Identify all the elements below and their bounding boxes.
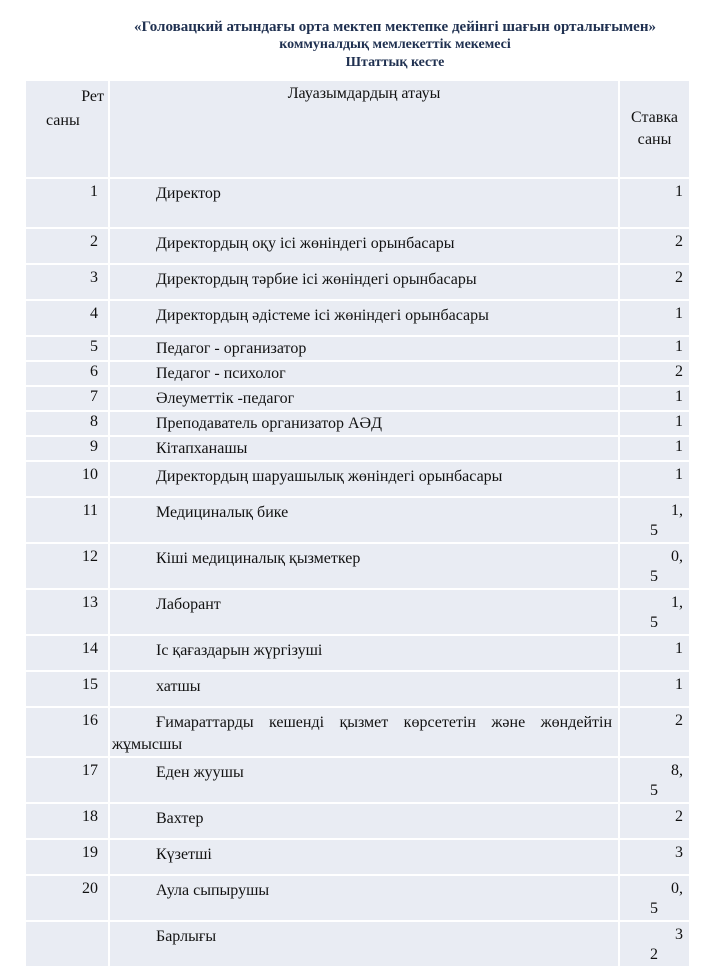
row-number: 19 <box>25 839 109 875</box>
total-row <box>25 921 690 967</box>
row-number: 6 <box>25 361 109 386</box>
row-number: 9 <box>25 436 109 461</box>
rate-part: 5 <box>650 782 658 799</box>
row-number: 17 <box>25 757 109 803</box>
rate-part: 0, <box>671 880 683 897</box>
row-rate: 2 <box>619 361 690 386</box>
row-position: Вахтер <box>109 803 619 839</box>
table-header-row <box>25 80 690 178</box>
table-row <box>25 461 690 497</box>
row-number: 12 <box>25 543 109 589</box>
rate-part: 1, <box>671 594 683 611</box>
school-name: «Головацкий атындағы орта мектеп мектепке дейінгі шағын орталығымен» <box>134 19 656 35</box>
row-rate: 1 <box>619 336 690 361</box>
row-number: 15 <box>25 671 109 707</box>
row-rate <box>619 757 690 803</box>
row-position: Аула сыпырушы <box>109 875 619 921</box>
row-position: Педагог - организатор <box>109 336 619 361</box>
table-row <box>25 635 690 671</box>
row-number: 5 <box>25 336 109 361</box>
table-row <box>25 757 690 803</box>
row-rate: 1 <box>619 386 690 411</box>
rate-part: 5 <box>650 614 658 631</box>
row-position: Директордың шаруашылық жөніндегі орынбасары <box>109 461 619 497</box>
rate-part: 5 <box>650 900 658 917</box>
table-row <box>25 497 690 543</box>
row-position: Директор <box>109 178 619 228</box>
row-number: 10 <box>25 461 109 497</box>
rate-part: 1, <box>671 502 683 519</box>
row-number: 11 <box>25 497 109 543</box>
row-position: Еден жуушы <box>109 757 619 803</box>
table-row <box>25 707 690 757</box>
table-row <box>25 589 690 635</box>
row-rate: 1 <box>619 436 690 461</box>
row-rate <box>619 589 690 635</box>
row-position: Директордың тәрбие ісі жөніндегі орынбасары <box>109 264 619 300</box>
row-rate: 2 <box>619 228 690 264</box>
table-row <box>25 543 690 589</box>
document-title: Штаттық кесте <box>345 55 445 70</box>
table-row <box>25 411 690 436</box>
rate-part: 5 <box>650 522 658 539</box>
row-position: хатшы <box>109 671 619 707</box>
institution-type: коммуналдық мемлекеттік мекемесі <box>279 37 511 52</box>
table-row <box>25 336 690 361</box>
total-number <box>25 921 109 967</box>
total-label: Барлығы <box>109 921 619 967</box>
row-position: Кіші медициналық қызметкер <box>109 543 619 589</box>
table-row <box>25 361 690 386</box>
header-number <box>25 80 109 178</box>
header-rate-line1: Ставка <box>631 109 678 126</box>
row-position: Медициналық бике <box>109 497 619 543</box>
row-position: Ғимараттарды кешенді қызмет көрсететін және жөндейтін жұмысшы <box>109 707 619 757</box>
row-rate: 1 <box>619 671 690 707</box>
row-rate: 3 <box>619 839 690 875</box>
row-position: Лаборант <box>109 589 619 635</box>
row-rate <box>619 543 690 589</box>
row-position: Педагог - психолог <box>109 361 619 386</box>
row-number: 7 <box>25 386 109 411</box>
total-rate <box>619 921 690 967</box>
row-rate: 1 <box>619 300 690 336</box>
row-rate <box>619 497 690 543</box>
table-row <box>25 264 690 300</box>
header-position: Лауазымдардың атауы <box>109 80 619 178</box>
row-position: Преподаватель организатор АӘД <box>109 411 619 436</box>
rate-part: 2 <box>650 946 658 963</box>
row-rate <box>619 875 690 921</box>
row-rate: 2 <box>619 264 690 300</box>
row-number: 3 <box>25 264 109 300</box>
header-number-line1: Рет <box>81 88 104 105</box>
row-position: Директордың әдістеме ісі жөніндегі орынбасары <box>109 300 619 336</box>
row-position: Әлеуметтік -педагог <box>109 386 619 411</box>
row-rate: 1 <box>619 461 690 497</box>
document-header <box>0 18 720 72</box>
table-row <box>25 178 690 228</box>
row-number: 13 <box>25 589 109 635</box>
table-row <box>25 300 690 336</box>
row-rate: 1 <box>619 178 690 228</box>
table-row <box>25 228 690 264</box>
rate-part: 8, <box>671 762 683 779</box>
staffing-table <box>24 79 691 968</box>
rate-part: 5 <box>650 568 658 585</box>
row-rate: 1 <box>619 411 690 436</box>
header-rate-line2: саны <box>637 131 672 148</box>
table-row <box>25 436 690 461</box>
header-number-line2: саны <box>46 112 80 129</box>
header-rate <box>619 80 690 178</box>
row-position: Директордың оқу ісі жөніндегі орынбасары <box>109 228 619 264</box>
row-number: 8 <box>25 411 109 436</box>
row-number: 1 <box>25 178 109 228</box>
row-position: Күзетші <box>109 839 619 875</box>
row-rate: 2 <box>619 803 690 839</box>
table-row <box>25 671 690 707</box>
row-number: 2 <box>25 228 109 264</box>
table-row <box>25 839 690 875</box>
table-row <box>25 803 690 839</box>
table-row <box>25 875 690 921</box>
row-number: 20 <box>25 875 109 921</box>
row-number: 18 <box>25 803 109 839</box>
row-position: Кітапханашы <box>109 436 619 461</box>
rate-part: 3 <box>675 926 683 943</box>
table-row <box>25 386 690 411</box>
row-position: Іс қағаздарын жүргізуші <box>109 635 619 671</box>
row-number: 14 <box>25 635 109 671</box>
row-rate: 1 <box>619 635 690 671</box>
row-number: 4 <box>25 300 109 336</box>
rate-part: 0, <box>671 548 683 565</box>
row-number: 16 <box>25 707 109 757</box>
row-rate: 2 <box>619 707 690 757</box>
